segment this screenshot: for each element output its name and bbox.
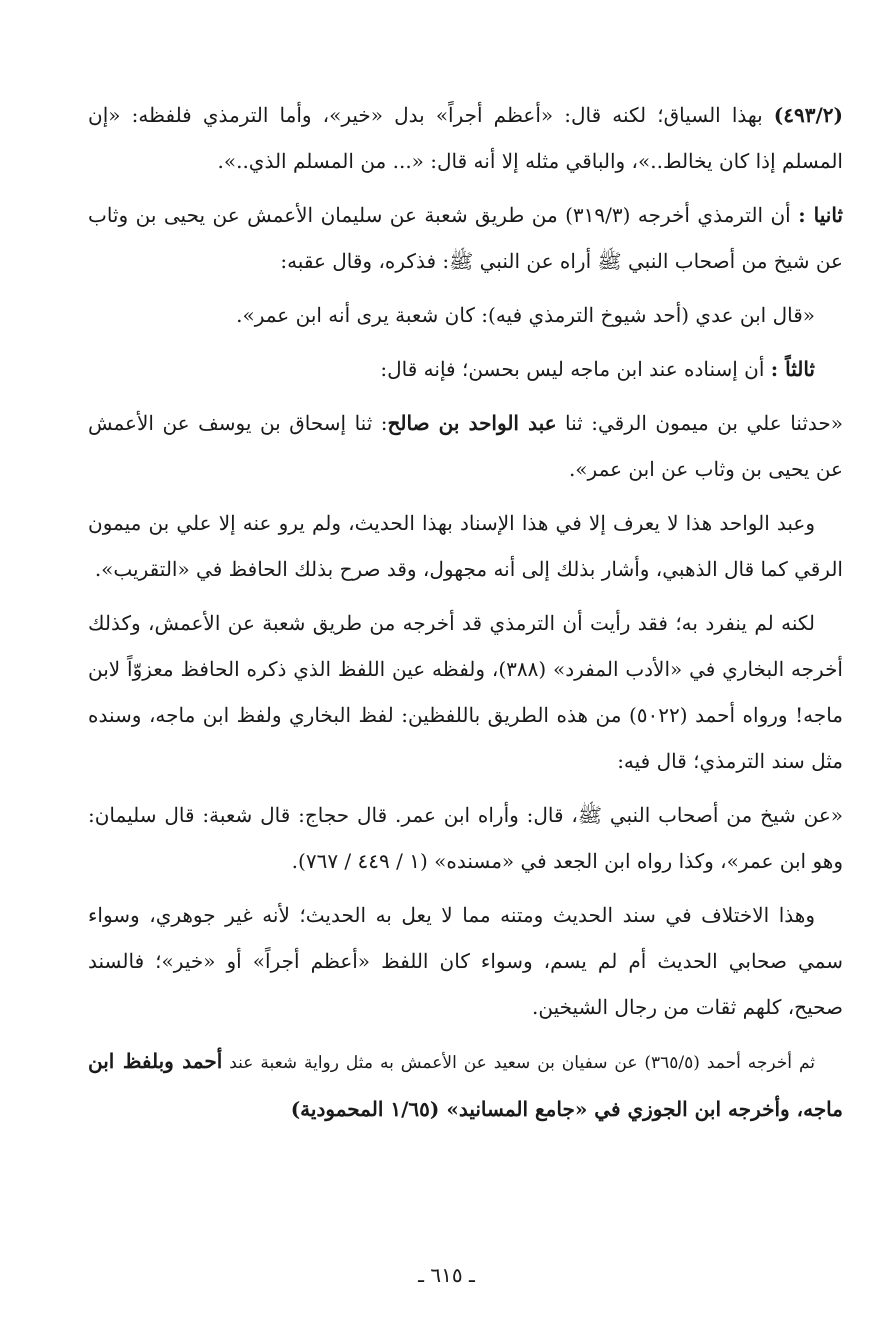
quote-text-after: : ثنا إسحاق بن يوسف عن الأعمش عن يحيى بن وثاب عن ابن عمر». <box>88 411 843 481</box>
quote-text: «عن شيخ من أصحاب النبي ﷺ، قال: وأراه ابن عمر. قال حجاج: قال شعبة: قال سليمان: وهو ابن عمر»، وكذا رواه ابن الجعد في «مسنده» (١ / ٤٤٩ / ٧٦٧). <box>88 803 843 873</box>
paragraph-text-small: ثم أخرجه أحمد (٣٦٥/٥) عن سفيان بن سعيد عن الأعمش به مثل رواية شعبة عند <box>222 1053 816 1073</box>
paragraph-text: أن الترمذي أخرجه (٣١٩/٣) من طريق شعبة عن سليمان الأعمش عن يحيى بن وثاب عن شيخ من أصحاب النبي ﷺ أراه عن النبي ﷺ: فذكره، وقال عقبه: <box>88 203 843 273</box>
quote-text-before: «حدثنا علي بن ميمون الرقي: ثنا <box>556 411 843 435</box>
paragraph-2 <box>88 192 843 284</box>
section-heading-second: ثانيا : <box>798 203 843 227</box>
page-body <box>88 92 843 1140</box>
paragraph-5 <box>88 400 843 492</box>
quote-text: «قال ابن عدي (أحد شيوخ الترمذي فيه): كان شعبة يرى أنه ابن عمر». <box>236 303 815 327</box>
paragraph-text: أن إسناده عند ابن ماجه ليس بحسن؛ فإنه قال: <box>380 357 771 381</box>
paragraph-text-large: أحمد وبلفظ ابن ماجه، وأخرجه ابن الجوزي في «جامع المسانيد» (١/٦٥ المحمودية) <box>88 1049 843 1121</box>
paragraph-1 <box>88 92 843 184</box>
paragraph-6 <box>88 500 843 592</box>
paragraph-3 <box>88 292 843 338</box>
paragraph-8 <box>88 792 843 884</box>
section-heading-third: ثالثاً : <box>770 357 815 381</box>
paragraph-9 <box>88 892 843 1030</box>
reference-lead: (٤٩٣/٢) <box>773 103 843 127</box>
narrator-name: عبد الواحد بن صالح <box>387 411 557 435</box>
paragraph-text: لكنه لم ينفرد به؛ فقد رأيت أن الترمذي قد أخرجه من طريق شعبة عن الأعمش، وكذلك أخرجه البخاري في «الأدب المفرد» (٣٨٨)، ولفظه عين اللفظ الذي ذكره الحافظ معزوّاً لابن ماجه! ورواه أحمد (٥٠٢٢) من هذه الطريق باللفظين: لفظ البخاري ولفظ ابن ماجه، وسنده مثل سند الترمذي؛ قال فيه: <box>88 611 844 773</box>
paragraph-text: بهذا السياق؛ لكنه قال: «أعظم أجراً» بدل «خير»، وأما الترمذي فلفظه: «إن المسلم إذا كان يخالط..»، والباقي مثله إلا أنه قال: «... من المسلم الذي..». <box>88 103 843 173</box>
paragraph-4 <box>88 346 843 392</box>
paragraph-text: وهذا الاختلاف في سند الحديث ومتنه مما لا يعل به الحديث؛ لأنه غير جوهري، وسواء سمي صحابي الحديث أم لم يسم، وسواء كان اللفظ «أعظم أجراً» أو «خير»؛ فالسند صحيح، كلهم ثقات من رجال الشيخين. <box>88 903 843 1019</box>
page-number: ـ ٦١٥ ـ <box>418 1263 475 1287</box>
paragraph-text: وعبد الواحد هذا لا يعرف إلا في هذا الإسناد بهذا الحديث، ولم يرو عنه إلا علي بن ميمون الرقي كما قال الذهبي، وأشار بذلك إلى أنه مجهول، وقد صرح بذلك الحافظ في «التقريب». <box>88 511 843 581</box>
paragraph-7 <box>88 600 843 784</box>
paragraph-10 <box>88 1038 843 1132</box>
